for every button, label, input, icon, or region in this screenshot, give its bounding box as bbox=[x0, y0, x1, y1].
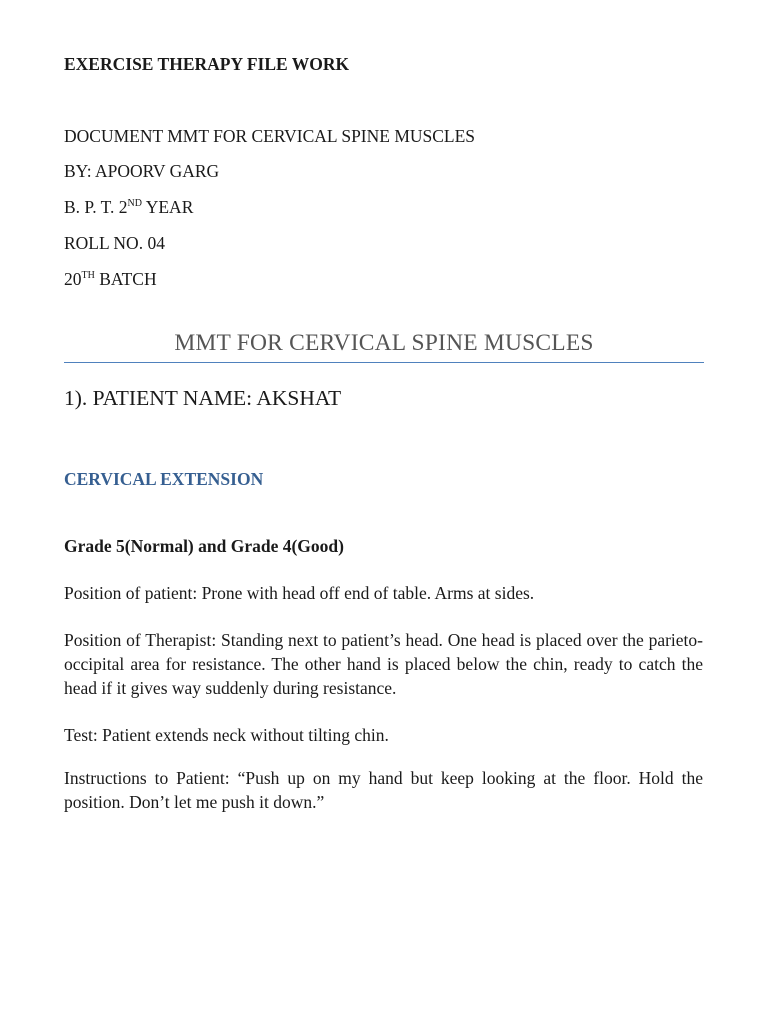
file-title: EXERCISE THERAPY FILE WORK bbox=[64, 54, 350, 74]
author-line: BY: APOORV GARG bbox=[64, 161, 220, 181]
year-superscript: ND bbox=[127, 198, 142, 209]
instructions-paragraph: Instructions to Patient: “Push up on my hand but keep looking at the floor. Hold the position. Don’t let me push it down.” bbox=[64, 768, 703, 812]
batch-prefix: 20 bbox=[64, 269, 82, 289]
roll-line: ROLL NO. 04 bbox=[64, 233, 165, 253]
year-line bbox=[64, 196, 193, 218]
position-of-patient-paragraph: Position of patient: Prone with head off end of table. Arms at sides. bbox=[64, 583, 535, 603]
section-heading: CERVICAL EXTENSION bbox=[64, 469, 264, 489]
batch-superscript: TH bbox=[81, 270, 95, 281]
test-paragraph: Test: Patient extends neck without tilting chin. bbox=[64, 725, 389, 745]
patient-heading: 1). PATIENT NAME: AKSHAT bbox=[64, 386, 342, 410]
position-of-therapist-paragraph: Position of Therapist: Standing next to patient’s head. One head is placed over the parieto-occipital area for resistance. The other hand is placed below the chin, ready to catch the head if it gives way suddenly during resistance. bbox=[64, 630, 703, 698]
title-divider bbox=[64, 362, 704, 363]
batch-line bbox=[64, 268, 157, 290]
year-prefix: B. P. T. 2 bbox=[64, 197, 128, 217]
year-suffix: YEAR bbox=[142, 197, 194, 217]
batch-suffix: BATCH bbox=[94, 269, 157, 289]
document-line: DOCUMENT MMT FOR CERVICAL SPINE MUSCLES bbox=[64, 126, 476, 146]
grade-heading: Grade 5(Normal) and Grade 4(Good) bbox=[64, 536, 344, 556]
page-title: MMT FOR CERVICAL SPINE MUSCLES bbox=[174, 330, 594, 356]
